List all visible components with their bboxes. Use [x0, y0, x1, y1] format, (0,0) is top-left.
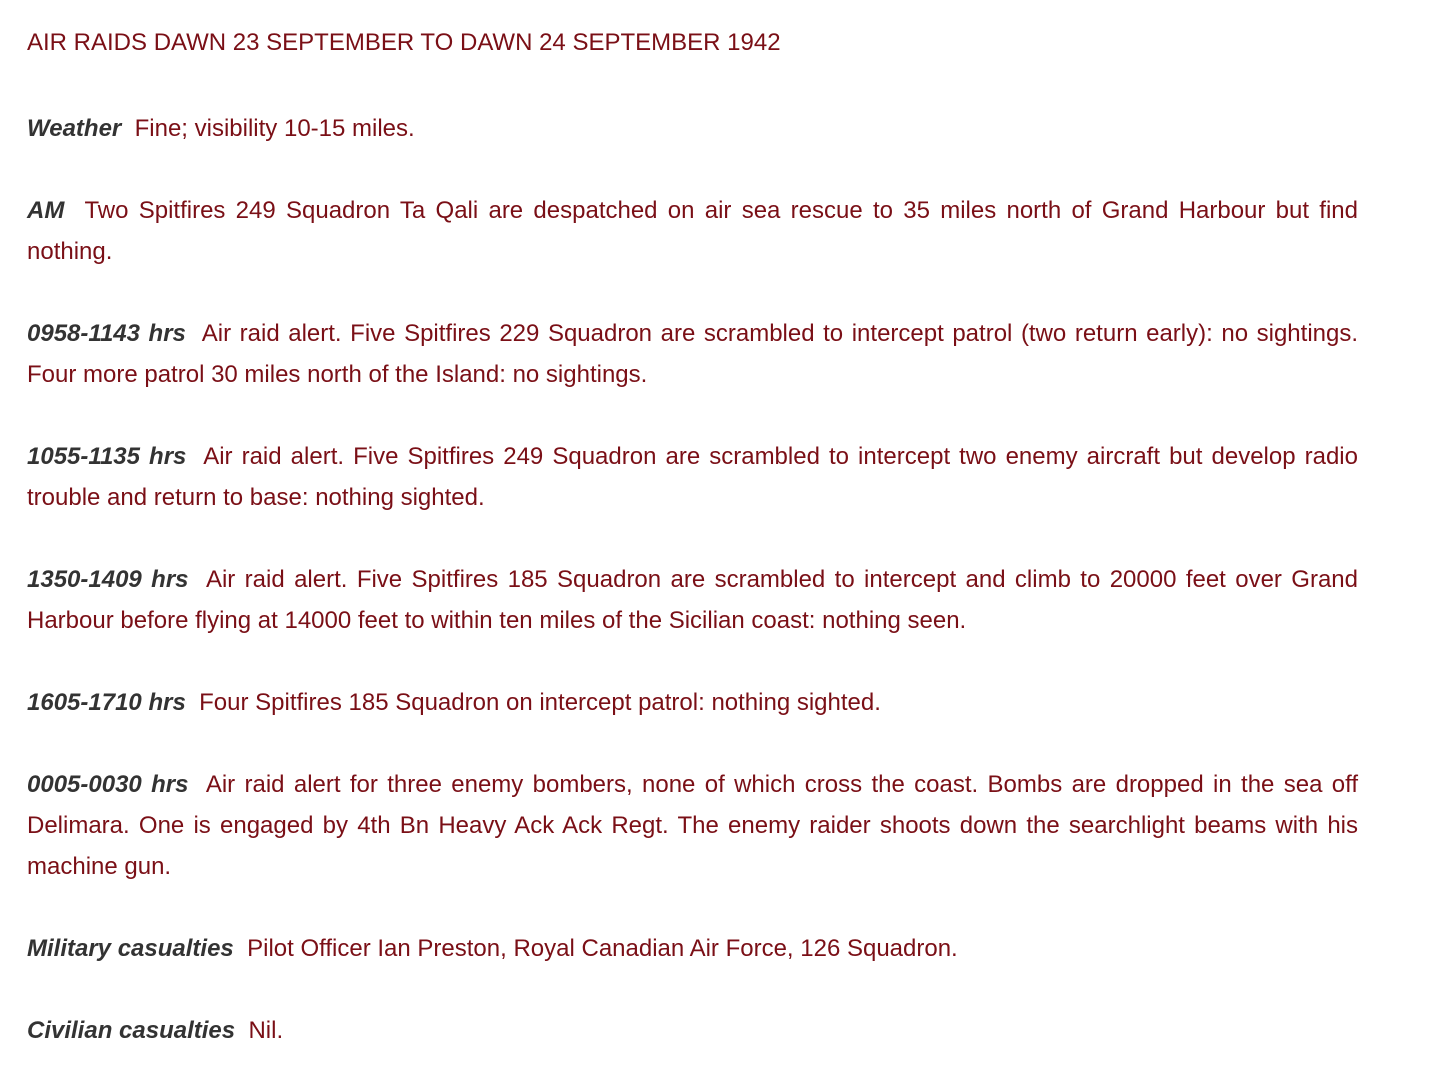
entry-text: Two Spitfires 249 Squadron Ta Qali are despatched on air sea rescue to 35 miles north of Grand Harbour but find nothing. — [27, 197, 1358, 265]
entry-label: 0005-0030 hrs — [27, 771, 189, 798]
entry-text: Nil. — [248, 1017, 284, 1044]
entry-text: Air raid alert. Five Spitfires 249 Squadron are scrambled to intercept two enemy aircraft but develop radio trouble and return to base: nothing sighted. — [27, 443, 1358, 511]
page-title: AIR RAIDS DAWN 23 SEPTEMBER TO DAWN 24 SEPTEMBER 1942 — [27, 29, 781, 56]
entry-weather — [27, 108, 1358, 149]
entry-label: 1350-1409 hrs — [27, 566, 189, 593]
entry-text: Air raid alert. Five Spitfires 229 Squadron are scrambled to intercept patrol (two return early): no sightings. Four more patrol 30 miles north of the Island: no sightings. — [27, 320, 1359, 388]
entry-0005-0030 — [27, 764, 1358, 887]
entry-1350-1409 — [27, 559, 1358, 641]
entry-label: 1605-1710 hrs — [27, 689, 186, 716]
entry-text: Air raid alert for three enemy bombers, none of which cross the coast. Bombs are dropped in the sea off Delimara. One is engaged by 4th Bn Heavy Ack Ack Regt. The enemy raider shoots down the searchlight beams with his machine gun. — [27, 771, 1359, 880]
entry-0958-1143 — [27, 313, 1358, 395]
entry-military-casualties — [27, 928, 1358, 969]
entry-1605-1710 — [27, 682, 1358, 723]
entry-text: Fine; visibility 10-15 miles. — [134, 115, 415, 142]
entry-civilian-casualties — [27, 1010, 1358, 1051]
entry-label: Civilian casualties — [27, 1017, 236, 1044]
entry-label: AM — [27, 197, 65, 224]
entry-text: Air raid alert. Five Spitfires 185 Squadron are scrambled to intercept and climb to 20000 feet over Grand Harbour before flying at 14000 feet to within ten miles of the Sicilian coast: nothing seen. — [27, 566, 1359, 634]
entry-label: 0958-1143 hrs — [27, 320, 186, 347]
entry-label: 1055-1135 hrs — [27, 443, 187, 470]
entry-text: Pilot Officer Ian Preston, Royal Canadian Air Force, 126 Squadron. — [247, 935, 958, 962]
entry-1055-1135 — [27, 436, 1358, 518]
entry-text: Four Spitfires 185 Squadron on intercept patrol: nothing sighted. — [199, 689, 881, 716]
entry-label: Military casualties — [27, 935, 234, 962]
entry-am — [27, 190, 1358, 272]
entry-label: Weather — [27, 115, 122, 142]
